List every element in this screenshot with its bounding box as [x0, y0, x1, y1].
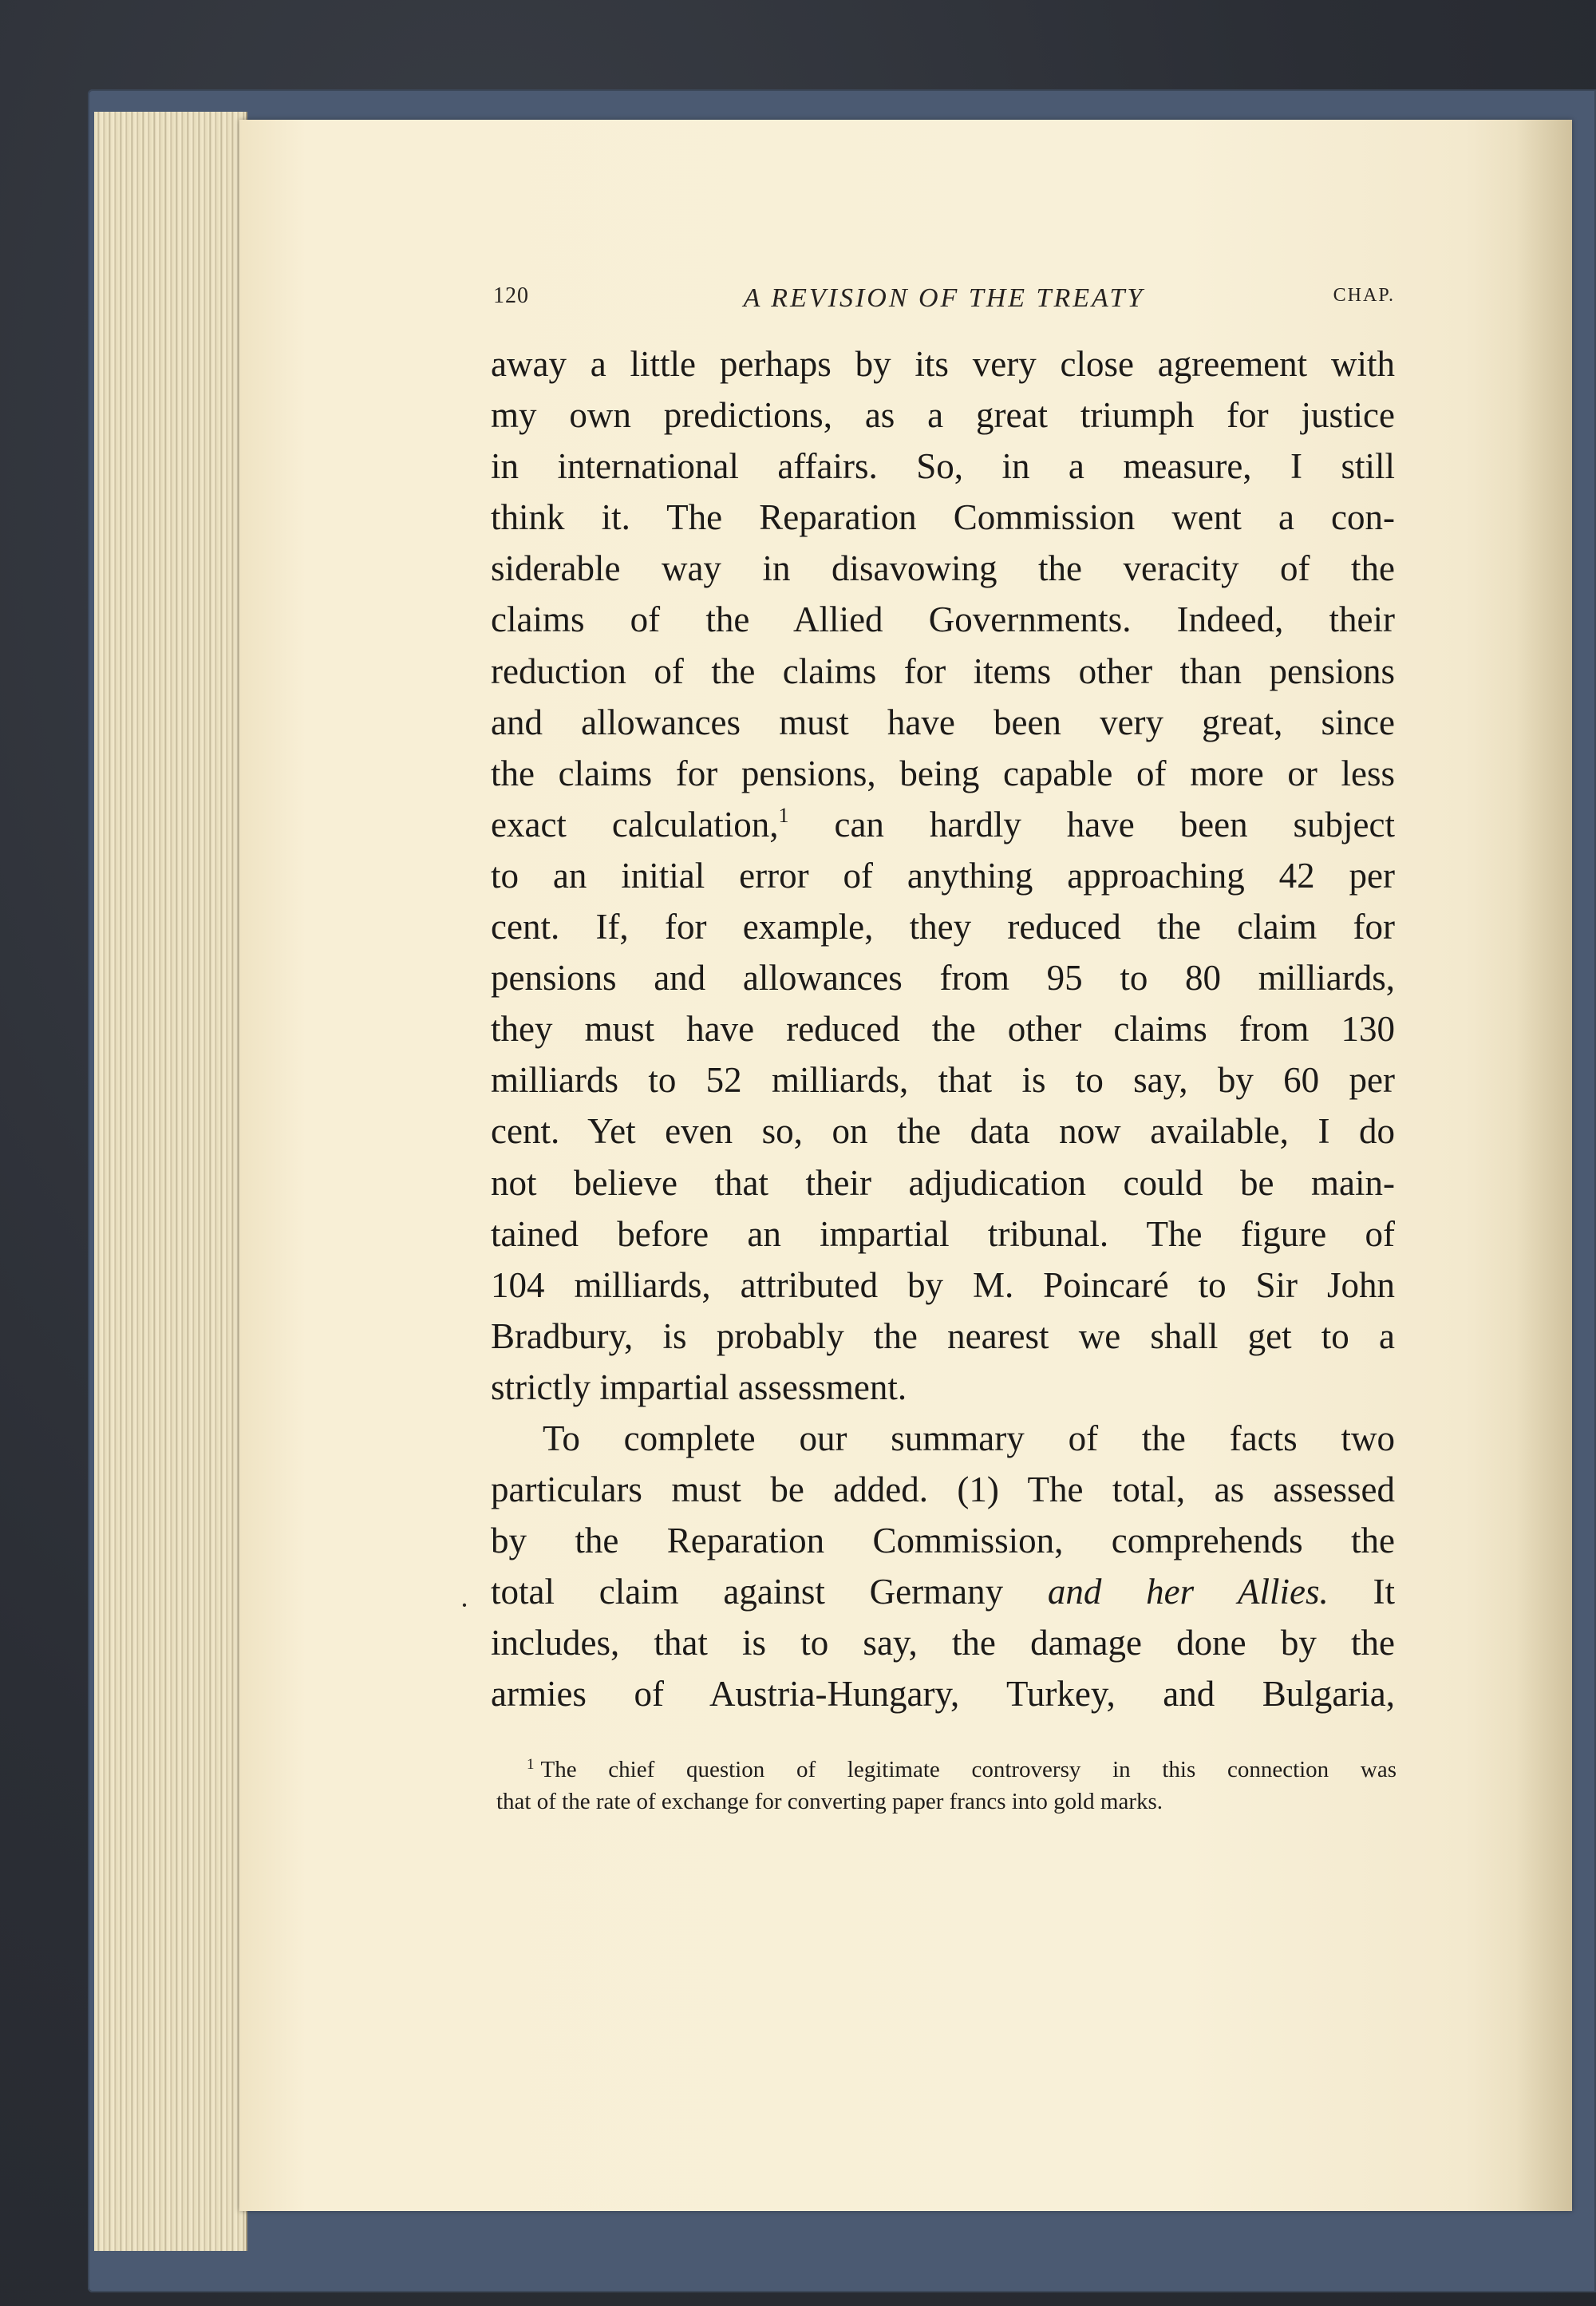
page-number: 120 [493, 283, 529, 308]
text-line: in international affairs. So, in a measure, I still [491, 446, 1395, 487]
text-line: reduction of the claims for items other than pensions [491, 651, 1395, 691]
text-line: siderable way in disavowing the veracity of the [491, 548, 1395, 589]
paragraph-start-line: To complete our summary of the facts two [543, 1418, 1395, 1458]
italic-text: and her Allies. [1047, 1572, 1329, 1612]
text-line: claims of the Allied Governments. Indeed, their [491, 599, 1395, 640]
text-line: cent. If, for example, they reduced the claim for [491, 907, 1395, 947]
text-line: cent. Yet even so, on the data now available, I do [491, 1111, 1395, 1152]
text-line: and allowances must have been very great, since [491, 702, 1395, 742]
text-segment: can hardly have been subject [788, 804, 1396, 844]
text-line: away a little perhaps by its very close agreement with [491, 344, 1395, 384]
running-title: A REVISION OF THE TREATY [743, 283, 1145, 313]
page-edges [94, 112, 247, 2251]
text-line: Bradbury, is probably the nearest we shall get to a [491, 1315, 1395, 1356]
text-segment: total claim against Germany [491, 1572, 1048, 1612]
text-line: the claims for pensions, being capable of more or less [491, 753, 1395, 793]
text-line: milliards to 52 milliards, that is to say, by 60 per [491, 1060, 1395, 1101]
footnote-reference: 1 [778, 803, 789, 827]
margin-mark: · [460, 1589, 469, 1621]
text-line: to an initial error of anything approaching 42 per [491, 855, 1395, 896]
body-text [491, 338, 1395, 1720]
text-line: includes, that is to say, the damage done by the [491, 1623, 1395, 1663]
text-line: pensions and allowances from 95 to 80 milliards, [491, 958, 1395, 999]
text-line: think it. The Reparation Commission went a con- [491, 497, 1395, 538]
footnote-line [496, 1754, 1396, 1786]
footnote-line: that of the rate of exchange for converting paper francs into gold marks. [496, 1789, 1163, 1814]
text-line: they must have reduced the other claims from 130 [491, 1009, 1395, 1050]
text-line: particulars must be added. (1) The total, as assessed [491, 1469, 1395, 1510]
text-line: by the Reparation Commission, comprehends the [491, 1521, 1395, 1561]
text-line [491, 799, 1395, 850]
text-line: my own predictions, as a great triumph for justice [491, 395, 1395, 436]
text-line: 104 milliards, attributed by M. Poincaré to Sir John [491, 1264, 1395, 1305]
footnote-text: The chief question of legitimate controversy in this connection was [540, 1757, 1396, 1782]
text-line: tained before an impartial tribunal. The figure of [491, 1213, 1395, 1254]
footnote-marker: 1 [527, 1756, 535, 1773]
chapter-label: CHAP. [1333, 285, 1395, 306]
running-head [493, 283, 1395, 315]
page-gutter-shadow [1516, 120, 1572, 2211]
text-line: not believe that their adjudication could be main- [491, 1162, 1395, 1203]
text-segment: It [1328, 1572, 1395, 1612]
text-line: armies of Austria-Hungary, Turkey, and Bulgaria, [491, 1674, 1395, 1715]
text-segment: exact calculation, [491, 804, 779, 844]
text-line: strictly impartial assessment. [491, 1367, 907, 1407]
text-line [491, 1566, 1395, 1617]
footnote [496, 1754, 1396, 1818]
